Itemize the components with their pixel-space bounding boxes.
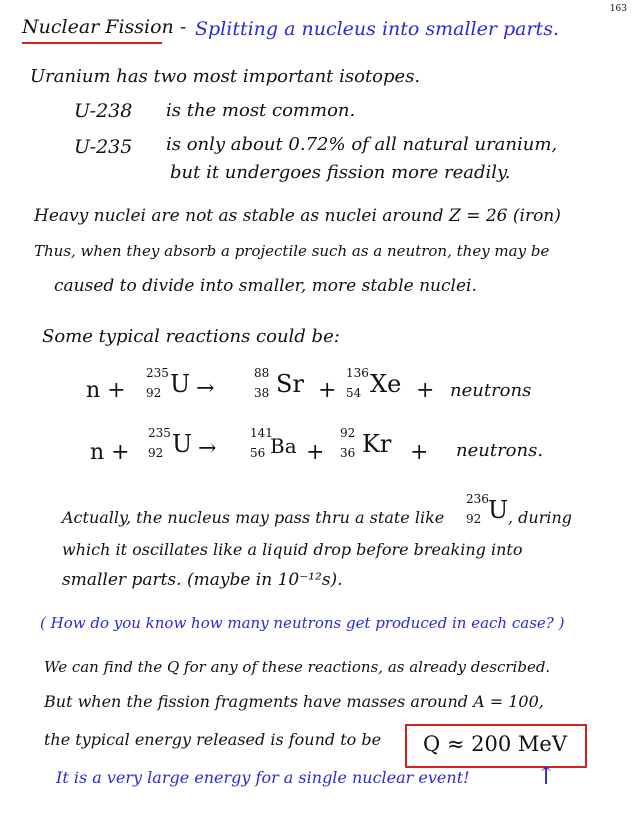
- stability-line-2: Thus, when they absorb a projectile such as a neutron, they may be: [34, 242, 550, 260]
- page-number: 163: [609, 4, 627, 14]
- title-definition: Splitting a nucleus into smaller parts.: [195, 18, 559, 40]
- isotope-name-u235: U-235: [74, 136, 133, 158]
- u235-continuation: but it undergoes fission more readily.: [170, 162, 511, 183]
- title-underline: [22, 42, 162, 44]
- reaction-1-plus-2: +: [416, 378, 435, 403]
- stability-line-1: Heavy nuclei are not as stable as nuclei around Z = 26 (iron): [34, 206, 561, 226]
- reaction-1-neutron: n +: [86, 378, 126, 403]
- reaction-2-plus-1: +: [306, 440, 325, 465]
- uranium-intro: Uranium has two most important isotopes.: [30, 66, 421, 87]
- state-line-2: which it oscillates like a liquid drop before breaking into: [62, 540, 523, 559]
- reaction-2-plus-2: +: [410, 440, 429, 465]
- reaction-2-arrow: →: [198, 436, 217, 461]
- notes-page: 163 Nuclear Fission - Splitting a nucleus into smaller parts. Uranium has two most important isotopes. U-238 is the most common. U-235 is only about 0.72% of all natural uranium, but it undergoes fission more readily. Heavy nuclei are not as stable as nuclei around Z = 26 (iron) Thus, when they absorb a projectile such as a neutron, they may be caused to divide into smaller, more stable nuclei. Some typical reactions could be: n + 235 92 U → 88 38 Sr + 136 54 Xe + neutrons n + 235 92 U → 141 56 Ba + 92 36 Kr + neutrons. Actually, the nucleus may pass thru a state like 236 92 U , during which it oscillates like a liquid drop before breaking into smaller parts. (maybe in 10⁻¹²s). ( How do you know how many neutrons get produced in each case? ) We can find the Q for any of these reactions, as already described. But when the fission fragments have masses around A = 100, the typical energy released is found to be Q ≈ 200 MeV It is a very large energy for a single nuclear event! ↑: [22, 4, 627, 790]
- q-value-box: [405, 724, 587, 768]
- isotope-desc-u238: is the most common.: [166, 100, 356, 121]
- closing-remark: It is a very large energy for a single nuclear event!: [56, 768, 470, 787]
- isotope-name-u238: U-238: [74, 100, 133, 122]
- reaction-1-arrow: →: [196, 376, 215, 401]
- q-line-3: the typical energy released is found to be: [44, 730, 382, 749]
- reaction-1-plus-1: +: [318, 378, 337, 403]
- stability-line-3: caused to divide into smaller, more stable nuclei.: [54, 276, 477, 296]
- q-line-1: We can find the Q for any of these reactions, as already described.: [44, 658, 551, 676]
- reaction-1-tail: neutrons: [450, 380, 532, 401]
- isotope-desc-u235: is only about 0.72% of all natural uranium,: [166, 134, 558, 155]
- up-arrow-icon: ↑: [536, 762, 557, 790]
- q-line-2: But when the fission fragments have masses around A = 100,: [44, 692, 544, 711]
- state-line-1: Actually, the nucleus may pass thru a state like: [62, 508, 445, 527]
- page-title: Nuclear Fission -: [22, 16, 187, 38]
- reactions-intro: Some typical reactions could be:: [42, 326, 340, 347]
- reaction-2-neutron: n +: [90, 440, 130, 465]
- q-value: Q ≈ 200 MeV: [423, 732, 568, 756]
- state-line-3: smaller parts. (maybe in 10⁻¹²s).: [62, 570, 343, 590]
- reaction-2-tail: neutrons.: [456, 440, 544, 461]
- question-note: ( How do you know how many neutrons get produced in each case? ): [40, 614, 565, 632]
- state-line-1-post: , during: [508, 508, 573, 527]
